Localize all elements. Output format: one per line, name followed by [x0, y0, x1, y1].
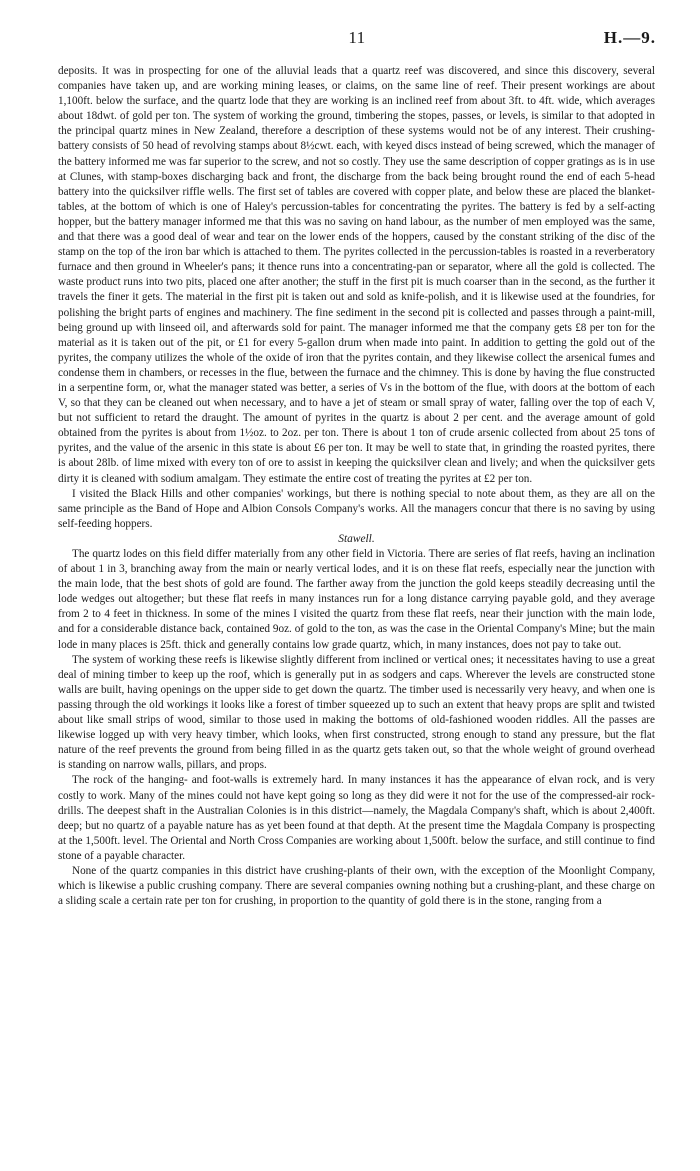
document-reference: H.—9. [603, 28, 656, 47]
paragraph: The quartz lodes on this field differ materially from any other field in Victoria. There are series of flat reefs, having an inclination of about 1 in 3, branching away from the main or nearly vertical lodes, and it is on these flat reefs, especially near the junction with the main lode, that the best shots of gold are found. The farther away from the junction the gold keeps steadily decreasing until the lode wedges out altogether; but these flat reefs in many instances run for a long distance carrying payable gold, and they average from 2 to 4 feet in thickness. In some of the mines I visited the quartz from these flat reefs, near their junction with the main lode, and for a considerable distance back, contained 9oz. of gold to the ton, as was the case in the Oriental Company's Mine; but the main lode in many places is 25ft. thick and generally contains low grade quartz, which, in many instances, does not pay to take out. [58, 548, 655, 651]
page-number: 11 [348, 28, 366, 47]
paragraph: None of the quartz companies in this district have crushing-plants of their own, with the exception of the Moonlight Company, which is likewise a public crushing company. There are several companies owning nothing but a crushing-plant, and these charge on a sliding scale a certain rate per ton for crushing, in proportion to the quantity of gold there is in the stone, ranging from a [58, 864, 655, 908]
page-header [58, 28, 656, 52]
paragraph: deposits. It was in prospecting for one of the alluvial leads that a quartz reef was discovered, and since this discovery, several companies have taken up, and are working mining leases, or claims, on the same line of reef. Their present workings are about 1,100ft. below the surface, and the quartz lode that they are working is an inclined reef from about 3ft. to 4ft. wide, which averages about 18dwt. of gold per ton. The system of working the ground, timbering the stopes, passes, or levels, is similar to that adopted in the principal quartz mines in New Zealand, therefore a description of these systems would not be of any interest. Their crushing-battery consists of 50 head of revolving stamps about 8½cwt. each, with keyed discs instead of being screwed, which the manager of the battery informed me was far superior to the screw, and not so costly. They use the same description of copper gratings as is in use at Clunes, with stamp-boxes discharging back and front, the discharge from the back being brought round the end of each 5-head battery into the quicksilver riffle wells. The first set of tables are covered with copper plate, and below these are placed the blanket-tables, at the bottom of which is one of Haley's percussion-tables for concentrating the pyrites. The battery is fed by a self-acting hopper, but the battery manager informed me that this was no saving on hand labour, as the number of men employed was the same, and that there was a good deal of wear and tear on the lower ends of the hoppers, caused by the constant striking of the disc of the stamp on the top of the iron bar which is attached to them. The pyrites collected in the percussion-tables is roasted in a reverberatory furnace and then ground in Wheeler's pans; it thence runs into a concentrating-pan or separator, where all the gold is collected. The waste product runs into two pits, placed one after another; the stuff in the first pit is much coarser than in the second, as the further it travels the finer it gets. The material in the first pit is taken out and sold as knife-polish, and it is likewise used at the foundries, for polishing the bright parts of engines and machinery. The fine sediment in the second pit is collected and passes through a paint-mill, being ground up with linseed oil, and afterwards sold for paint. The manager informed me that the company gets £8 per ton for the material as it is taken out of the pit, or £1 for every 5-gallon drum when made into paint. In addition to getting the gold out of the pyrites, the company utilizes the whole of the oxide of iron that the pyrites contain, and they likewise collect the arsenical fumes and condense them in chambers, or recesses in the flue, between the furnace and the chimney. This is done by having the flue constructed in a serpentine form, or, what the manager stated was better, a series of Vs in the bottom of the flue, with doors at the bottom of each V, so that they can be cleaned out when necessary, and to have a jet of steam or small spray of water, falling over the top of each V, but not sufficient to retard the draught. The amount of pyrites in the quartz is about 2 per cent. and the average amount of gold obtained from the pyrites is about from 1½oz. to 2oz. per ton. There is about 1 ton of crude arsenic collected from about 25 tons of pyrites, and the value of the arsenic in this state is about £6 per ton. It may be well to state that, in grinding the roasted pyrites, there is about 28lb. of lime mixed with every ton of ore to assist in keeping the quicksilver clean and lively; and when the quicksilver gets dirty it is cleaned with sodium amalgam. They estimate the entire cost of treating the pyrites at £2 per ton. [58, 65, 655, 485]
paragraph: The system of working these reefs is likewise slightly different from inclined or vertical ones; it necessitates having to use a great deal of mining timber to keep up the roof, which is generally put in as sodgers and caps. Wherever the levels are constructed stone walls are built, having openings on the upper side to get down the quartz. The timber used is necessarily very heavy, and when one is passing through the old workings it looks like a forest of timber squeezed up to such an extent that heavy props are split and twisted about like small strips of wood, similar to those used in making the bottoms of old-fashioned wooden riddles. All the passes are likewise logged up with very heavy timber, which looks, when first constructed, strong enough to stand any pressure, but the flat nature of the reef prevents the ground from being filled in as the quartz gets taken out, so that the whole weight of ground overhead is standing on narrow walls, pillars, and props. [58, 653, 655, 772]
body-text [58, 64, 655, 909]
section-heading: Stawell. [338, 532, 375, 545]
paragraph: The rock of the hanging- and foot-walls is extremely hard. In many instances it has the appearance of elvan rock, and is very costly to work. Many of the mines could not have kept going so long as they did were it not for the use of the compressed-air rock-drills. The deepest shaft in the Australian Colonies is in this district—namely, the Magdala Company's shaft, which is about 2,400ft. deep; but no quartz of a payable nature has as yet been found at that depth. At the present time the Magdala Company is prospecting at the 1,500ft. level. The Oriental and North Cross Companies are working about 1,500ft. below the surface, and still continue to find stone of a payable character. [58, 774, 655, 862]
paragraph: I visited the Black Hills and other companies' workings, but there is nothing special to note about them, as they are all on the same principle as the Band of Hope and Albion Consols Company's works. All the managers concur that there is no saving by using self-feeding hoppers. [58, 487, 655, 530]
